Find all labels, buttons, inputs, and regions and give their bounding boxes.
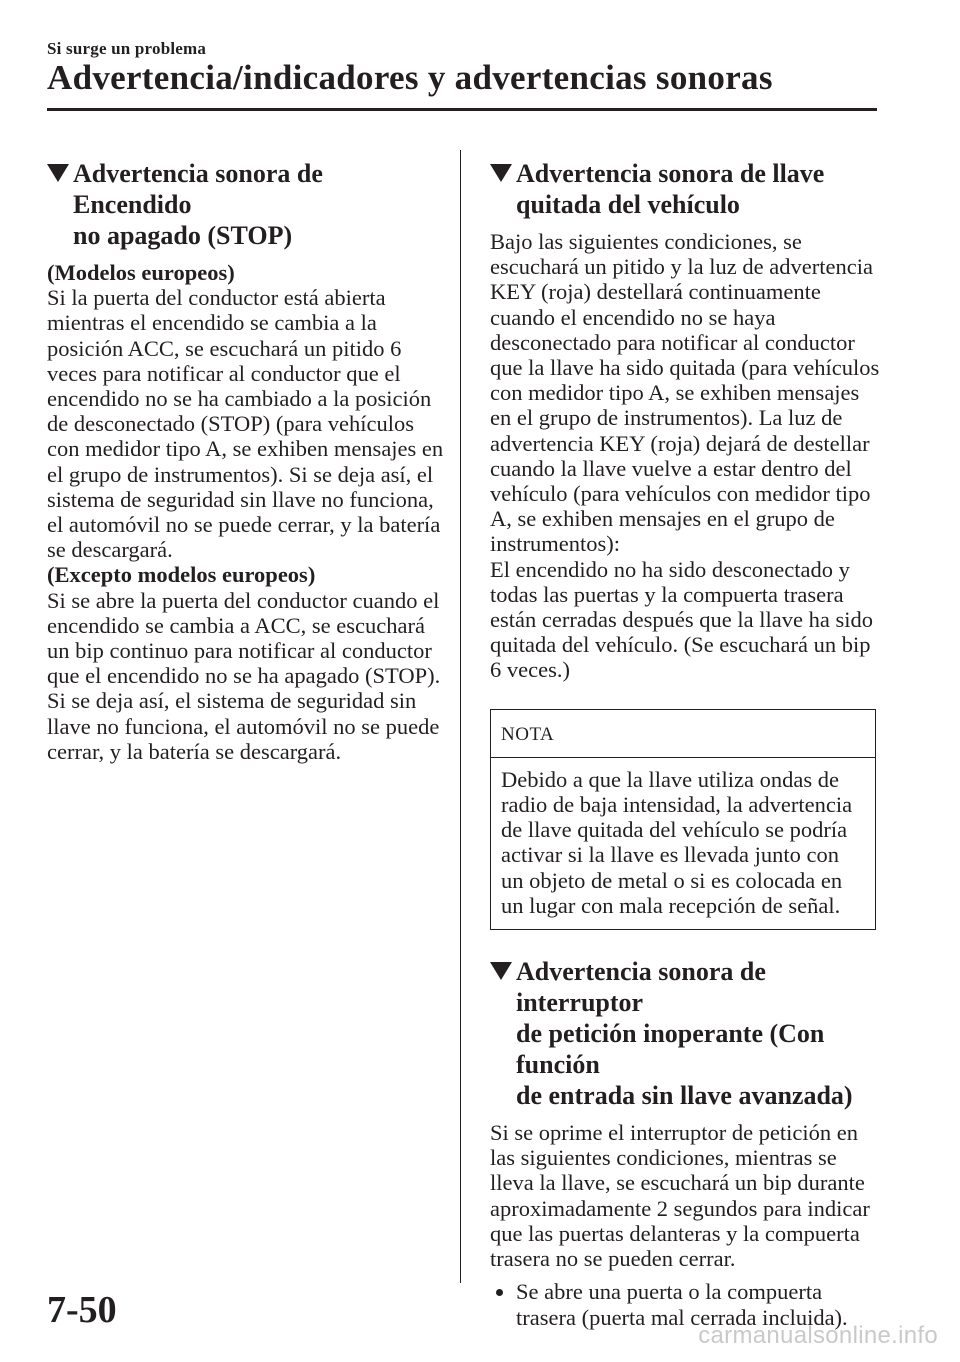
subheading-non-european-models: (Excepto modelos europeos) bbox=[47, 562, 316, 588]
triangle-down-icon bbox=[490, 164, 512, 182]
paragraph: Si la puerta del conductor está abierta mientras el encendido se cambia a la posición ACC, se escuchará un pitido 6 veces para notificar al conductor que el encendido no se ha cambiado a la posición de desconectado (STOP) (para vehículos con medidor tipo A, se exhiben mensajes en el grupo de instrumentos). Si se deja así, el sistema de seguridad sin llave no funciona, el automóvil no se puede cerrar, y la batería se descargará. bbox=[47, 285, 444, 563]
paragraph: Si se abre la puerta del conductor cuando el encendido se cambia a ACC, se escuchará un bip continuo para notificar al conductor que el encendido no se ha apagado (STOP). Si se deja así, el sistema de seguridad sin llave no funciona, el automóvil no se puede cerrar, y la batería se descargará. bbox=[47, 587, 441, 764]
triangle-down-icon bbox=[490, 962, 512, 980]
right-column bbox=[490, 158, 885, 1330]
bullet-icon bbox=[496, 1289, 503, 1296]
heading-key-removed: Advertencia sonora de llave quitada del vehículo bbox=[490, 158, 885, 220]
triangle-down-icon bbox=[47, 164, 69, 182]
watermark: carmanualsonline.info bbox=[698, 1322, 938, 1349]
note-box bbox=[490, 709, 876, 930]
note-label: NOTA bbox=[491, 710, 875, 758]
heading-ignition-not-off: Advertencia sonora de Encendido no apagado (STOP) bbox=[47, 158, 447, 251]
paragraph: El encendido no ha sido desconectado y todas las puertas y la compuerta trasera están cerradas después que la llave ha sido quitada del vehículo. (Se escuchará un bip 6 veces.) bbox=[490, 556, 873, 683]
section-label: Si surge un problema bbox=[47, 39, 207, 58]
left-column bbox=[47, 158, 447, 764]
title-rule bbox=[47, 108, 877, 111]
paragraph: Si se oprime el interruptor de petición en las siguientes condiciones, mientras se lleva la llave, se escuchará un bip durante aproximadamente 2 segundos para indicar que las puertas delanteras y la compuerta trasera no se pueden cerrar. bbox=[490, 1120, 870, 1272]
subheading-european-models: (Modelos europeos) bbox=[47, 260, 235, 285]
heading-request-switch-inoperable: Advertencia sonora de interruptor de petición inoperante (Con función de entrada sin llave avanzada) bbox=[490, 956, 885, 1111]
page-title: Advertencia/indicadores y advertencias sonoras bbox=[47, 58, 773, 97]
note-text: Debido a que la llave utiliza ondas de radio de baja intensidad, la advertencia de llave quitada del vehículo se podría activar si la llave es llevada junto con un objeto de metal o si es colocada en un lugar con mala recepción de señal. bbox=[501, 766, 853, 918]
page-number: 7-50 bbox=[47, 1289, 117, 1331]
column-divider bbox=[460, 150, 461, 1283]
paragraph: Bajo las siguientes condiciones, se escuchará un pitido y la luz de advertencia KEY (roja) destellará continuamente cuando el encendido no se haya desconectado para notificar al conductor que la llave ha sido quitada (para vehículos con medidor tipo A, se exhiben mensajes en el grupo de instrumentos). La luz de advertencia KEY (roja) dejará de destellar cuando la llave vuelve a estar dentro del vehículo (para vehículos con medidor tipo A, se exhiben mensajes en el grupo de instrumentos): bbox=[490, 229, 880, 557]
list-item: Se abre una puerta o la compuerta trasera (puerta mal cerrada incluida). bbox=[490, 1279, 885, 1329]
